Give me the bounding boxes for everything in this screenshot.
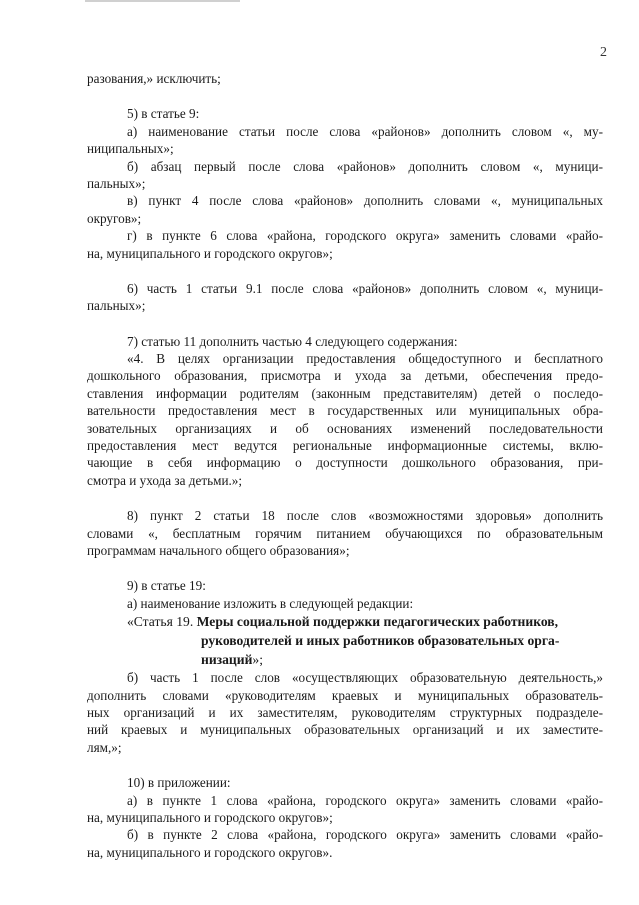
text-line: б) абзац первый после слова «районов» дополнить словом «, муници- xyxy=(127,158,603,174)
text-line: зовательных организациях и об основаниях изменений последовательности xyxy=(87,420,603,436)
item-5-heading: 5) в статье 9: xyxy=(127,106,200,122)
text-line: смотра и ухода за детьми.»; xyxy=(87,472,243,488)
text-line: ниципальных»; xyxy=(87,141,174,157)
text-line: на, муниципального и городского округов»; xyxy=(87,809,333,825)
item-9-heading: 9) в статье 19: xyxy=(127,578,206,594)
item-7-heading: 7) статью 11 дополнить частью 4 следующего содержания: xyxy=(127,333,458,349)
text-line: разования,» исключить; xyxy=(87,71,221,86)
text-line: дошкольного образования, присмотра и ухода за детьми, обеспечения предо- xyxy=(87,368,603,384)
text-line: б) часть 1 после слов «осуществляющих образовательную деятельность,» xyxy=(127,670,603,686)
text-line: пальных»; xyxy=(87,175,146,191)
text-line: пальных»; xyxy=(87,298,146,314)
text-line: дополнить словами «руководителям краевых и муниципальных образователь- xyxy=(87,687,603,703)
article-19-title xyxy=(87,612,603,631)
text-line: на, муниципального и городского округов». xyxy=(87,844,333,860)
text-line: на, муниципального и городского округов»; xyxy=(87,245,333,261)
article-19-title-end xyxy=(87,650,603,669)
text-line: а) в пункте 1 слова «района, городского округа» заменить словами «райо- xyxy=(127,792,603,808)
text-line: «4. В целях организации предоставления общедоступного и бесплатного xyxy=(127,351,603,367)
text-line: программам начального общего образования»; xyxy=(87,542,350,558)
article-19-title-bold-end: низаций xyxy=(201,652,253,668)
article-19-prefix: «Статья 19. xyxy=(127,614,197,630)
text-line: ставления информации родителям (законным представителям) детей о последо- xyxy=(87,385,603,401)
scan-edge-mark xyxy=(85,0,240,2)
text-line: б) в пункте 2 слова «района, городского округа» заменить словами «райо- xyxy=(127,827,603,843)
text-line: а) наименование изложить в следующей редакции: xyxy=(127,595,414,611)
text-line: г) в пункте 6 слова «района, городского округа» заменить словами «райо- xyxy=(127,228,603,244)
text-line: чающие в себя информацию о доступности дошкольного образования, при- xyxy=(87,455,603,471)
article-19-title-bold: Меры социальной поддержки педагогических работников, xyxy=(196,614,559,630)
document-body xyxy=(87,70,603,861)
item-8-text: 8) пункт 2 статьи 18 после слов «возможностями здоровья» дополнить xyxy=(127,508,603,524)
item-6-text: 6) часть 1 статьи 9.1 после слова «районов» дополнить словом «, муници- xyxy=(127,280,603,296)
page-number: 2 xyxy=(600,45,607,60)
text-line: словами «, бесплатным горячим питанием обучающихся по образовательным xyxy=(87,525,603,541)
text-line: ний краевых и муниципальных образовательных организаций и их заместите- xyxy=(87,722,603,738)
item-10-heading: 10) в приложении: xyxy=(127,775,231,791)
article-19-title-cont: руководителей и иных работников образовательных орга- xyxy=(201,633,560,649)
text-line: лям,»; xyxy=(87,739,122,755)
article-19-title-tail: »; xyxy=(252,652,263,668)
text-line: в) пункт 4 после слова «районов» дополнить словами «, муниципальных xyxy=(127,193,603,209)
text-line: округов»; xyxy=(87,210,142,226)
text-line: ных организаций и их заместителям, руководителям структурных подразделе- xyxy=(87,704,603,720)
text-line: предоставления мест ведутся региональные информационные системы, вклю- xyxy=(87,438,603,454)
text-line: вательности предоставления мест в государственных или муниципальных обра- xyxy=(87,403,603,419)
text-line: а) наименование статьи после слова «районов» дополнить словом «, му- xyxy=(127,123,603,139)
